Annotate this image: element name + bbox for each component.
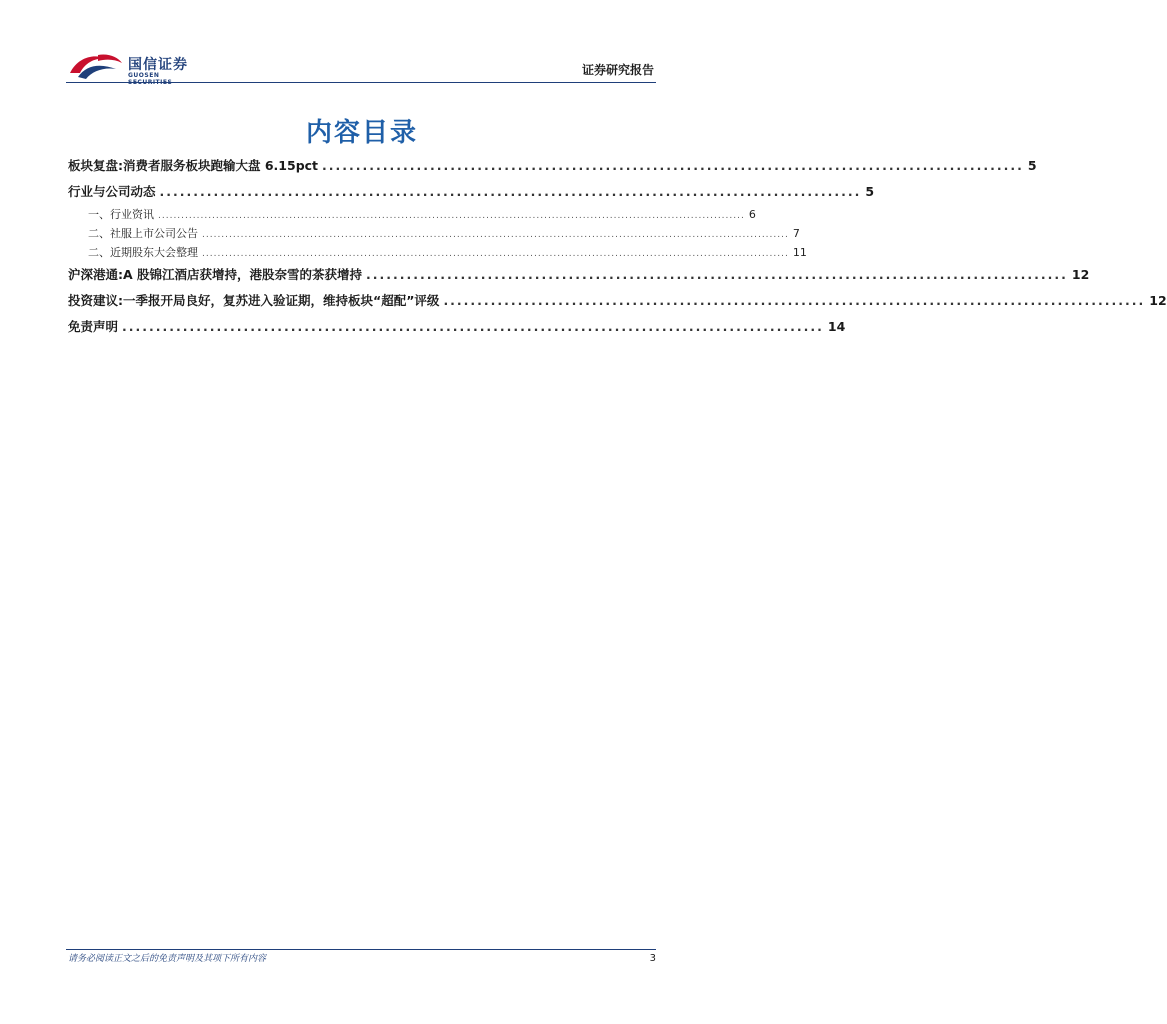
footer-divider: [66, 949, 656, 950]
toc-subentry[interactable]: [68, 243, 807, 262]
toc-subentry-number: 一、: [88, 208, 110, 221]
company-logo: [66, 48, 206, 84]
disclaimer-notice: 请务必阅读正文之后的免责声明及其项下所有内容: [68, 954, 267, 964]
toc-subentry[interactable]: [68, 205, 756, 224]
toc-entry-text: 行业与公司动态: [68, 184, 156, 199]
table-of-contents: [68, 153, 1167, 340]
toc-entry-page: 5: [865, 184, 875, 199]
toc-subentry-number: 二、: [88, 246, 110, 259]
toc-entry-text: 免责声明: [68, 319, 119, 334]
toc-dot-leader: ........................................................................................................: [159, 184, 862, 199]
toc-entry[interactable]: [68, 153, 1037, 179]
guosen-logo-icon: [68, 51, 124, 81]
toc-entry-page: 12: [1071, 267, 1090, 282]
toc-entry-page: 6: [748, 208, 756, 221]
toc-dot-leader: ........................................................................................................: [122, 319, 824, 334]
toc-entry-text: 社服上市公司公告: [110, 227, 198, 240]
toc-entry-text: 近期股东大会整理: [110, 246, 198, 259]
toc-dot-leader: ........................................................................................................................................................: [202, 249, 789, 259]
toc-entry-page: 11: [792, 246, 807, 259]
toc-entry[interactable]: [68, 179, 875, 205]
toc-entry-page: 5: [1027, 158, 1037, 173]
report-type-label: 证券研究报告: [581, 63, 654, 77]
header-divider: [66, 82, 656, 83]
toc-entry[interactable]: [68, 288, 1167, 314]
toc-dot-leader: ........................................................................................................................................................: [158, 211, 745, 221]
toc-entry-text: 行业资讯: [110, 208, 154, 221]
toc-dot-leader: ........................................................................................................: [322, 158, 1024, 173]
toc-entry-page: 12: [1149, 293, 1167, 308]
logo-text-cn: 国信证券: [128, 57, 188, 73]
page-number: 3: [649, 953, 656, 964]
toc-entry-text: 板块复盘:消费者服务板块跑输大盘 6.15pct: [68, 158, 319, 173]
toc-subentry[interactable]: [68, 224, 800, 243]
toc-entry[interactable]: [68, 262, 1090, 288]
logo-text-en: GUOSEN: [128, 72, 160, 79]
toc-dot-leader: ........................................................................................................................................................: [202, 230, 789, 240]
toc-dot-leader: ........................................................................................................: [443, 293, 1146, 308]
toc-entry-text: 沪深港通:A 股锦江酒店获增持，港股奈雪的茶获增持: [68, 267, 363, 282]
toc-dot-leader: ........................................................................................................: [366, 267, 1068, 282]
page-header: [66, 48, 656, 84]
toc-entry-page: 7: [792, 227, 800, 240]
toc-title: 内容目录: [305, 118, 418, 148]
toc-entry-page: 14: [827, 319, 846, 334]
toc-subentry-number: 二、: [88, 227, 110, 240]
toc-entry-text: 投资建议:一季报开局良好，复苏进入验证期，维持板块“超配”评级: [68, 293, 440, 308]
toc-entry[interactable]: [68, 314, 846, 340]
